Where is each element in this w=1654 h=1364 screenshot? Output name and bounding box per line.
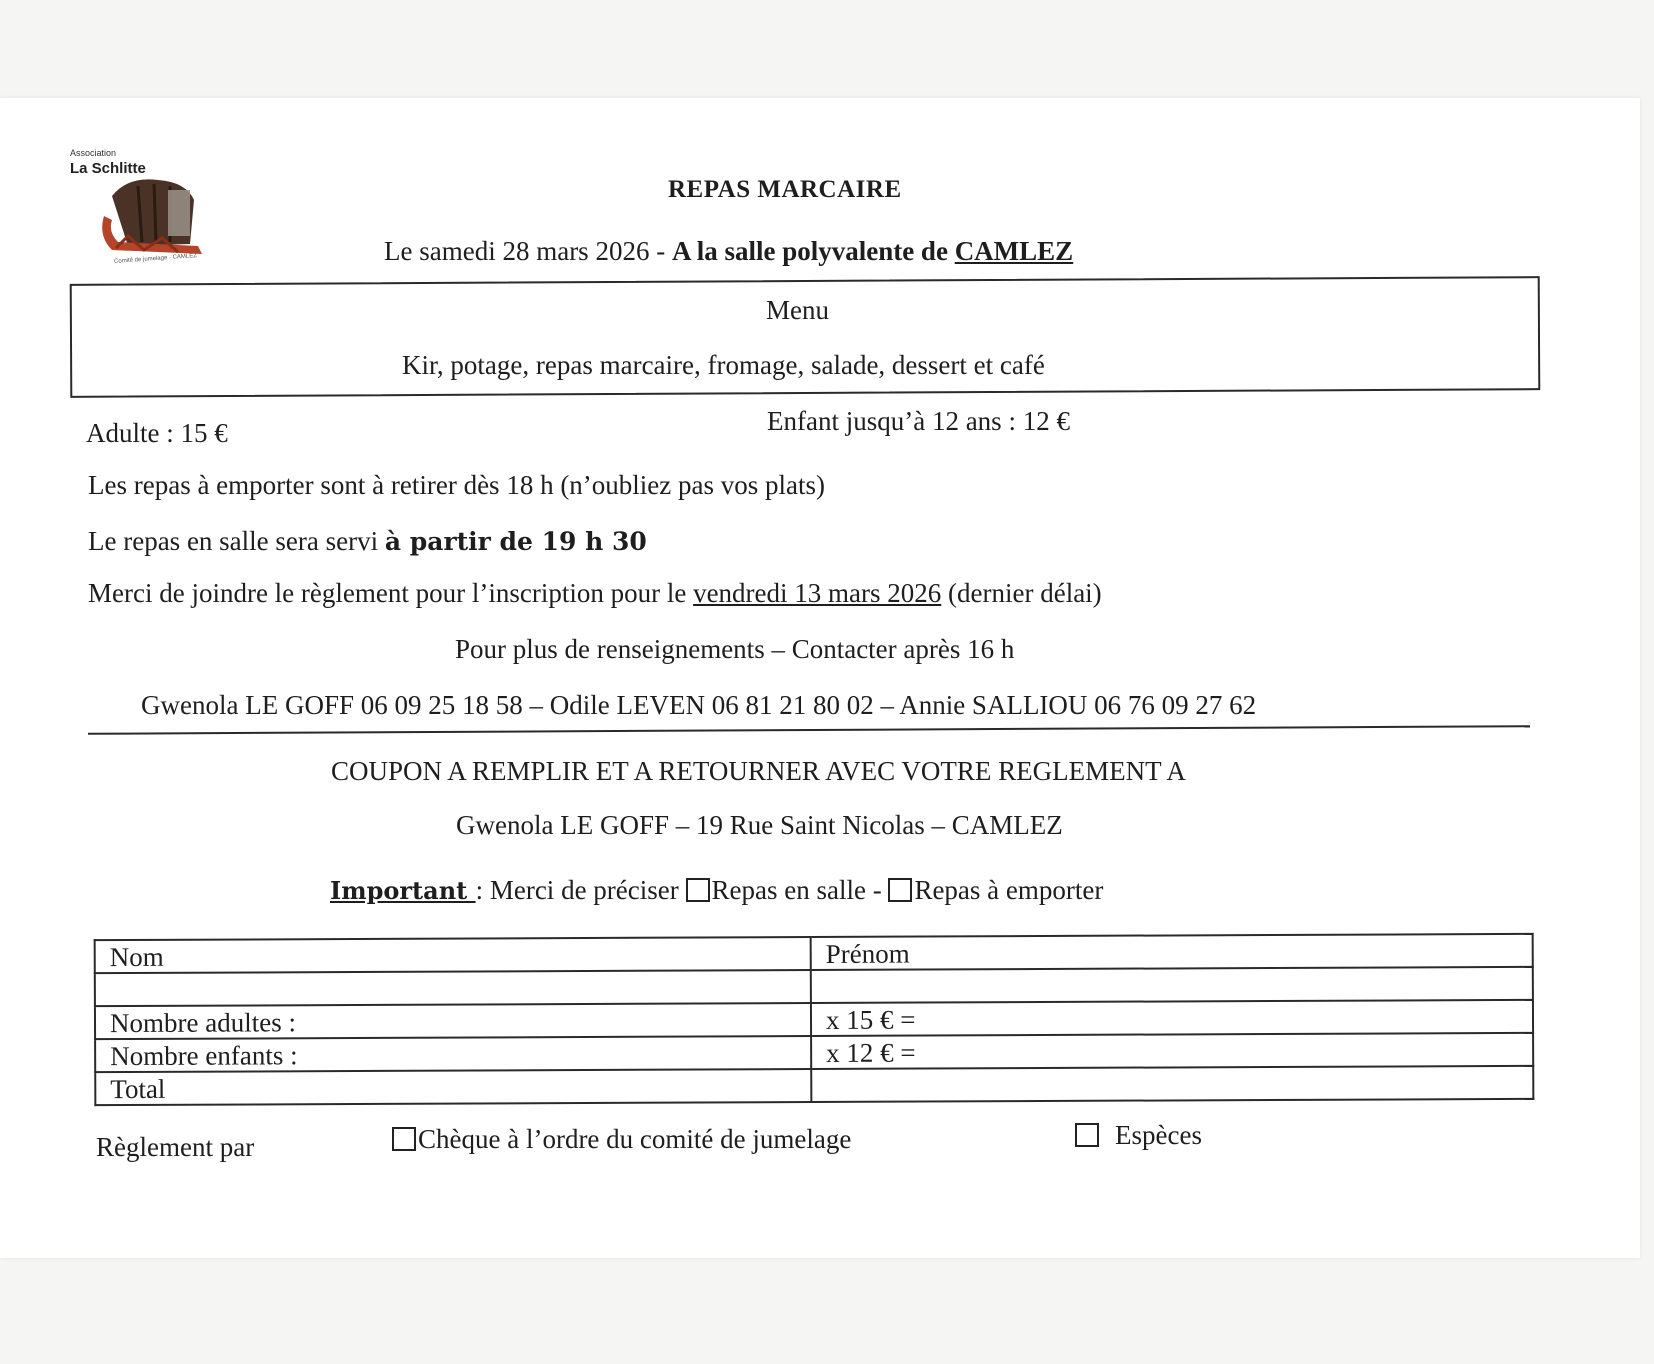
registration-table	[94, 933, 1535, 1106]
child-amount-field[interactable]: x 12 € =	[811, 1033, 1533, 1069]
logo-sub-text: Comité de jumelage · CAMLEZ	[113, 253, 198, 265]
important-text: : Merci de préciser	[475, 875, 686, 905]
event-date-place	[384, 236, 1073, 267]
payment-deadline-info	[88, 578, 1102, 609]
especes-label: Espèces	[1115, 1120, 1202, 1150]
total-field[interactable]	[811, 1066, 1533, 1102]
coupon-heading: COUPON A REMPLIR ET A RETOURNER AVEC VOTRE REGLEMENT A	[331, 756, 1186, 786]
logo-small-text: Association	[70, 148, 117, 158]
adult-amount-field[interactable]: x 15 € =	[811, 1000, 1533, 1036]
cheque-label: Chèque à l’ordre du comité de jumelage	[418, 1124, 852, 1154]
logo-name: La Schlitte	[70, 160, 146, 177]
event-place: A la salle polyvalente de	[671, 236, 955, 266]
nb-adultes-field[interactable]: Nombre adultes :	[95, 1003, 811, 1039]
child-price: Enfant jusqu’à 12 ans : 12 €	[767, 406, 1070, 436]
association-logo	[70, 148, 220, 274]
prenom-label: Prénom	[811, 934, 1533, 970]
menu-content: Kir, potage, repas marcaire, fromage, salade, dessert et café	[402, 350, 1045, 380]
nb-enfants-field[interactable]: Nombre enfants :	[95, 1036, 811, 1072]
menu-title: Menu	[766, 295, 829, 325]
adult-price: Adulte : 15 €	[86, 418, 228, 448]
contact-list: Gwenola LE GOFF 06 09 25 18 58 – Odile LEVEN 06 81 21 80 02 – Annie SALLIOU 06 76 09 27 62	[141, 690, 1257, 720]
important-label: Important	[330, 876, 476, 905]
repas-salle-checkbox[interactable]	[686, 878, 710, 902]
especes-checkbox[interactable]	[1075, 1123, 1099, 1147]
serving-time-info	[88, 526, 647, 557]
event-town: CAMLEZ	[954, 236, 1074, 266]
page-title: REPAS MARCAIRE	[668, 176, 902, 203]
prenom-field[interactable]	[811, 967, 1533, 1003]
serving-time: à partir de 19 h 30	[384, 527, 647, 556]
payment-deadline-date: vendredi 13 mars 2026	[693, 578, 942, 608]
nom-label: Nom	[95, 937, 811, 973]
takeaway-info: Les repas à emporter sont à retirer dès 18 h (n’oubliez pas vos plats)	[88, 470, 826, 500]
event-date: Le samedi 28 mars 2026 -	[384, 236, 672, 266]
contact-heading: Pour plus de renseignements – Contacter après 16 h	[455, 634, 1015, 664]
table-row	[95, 1066, 1533, 1105]
payment-suffix: (dernier délai)	[941, 578, 1102, 608]
total-label: Total	[95, 1069, 811, 1105]
cheque-option	[392, 1124, 851, 1155]
payment-method-label: Règlement par	[96, 1132, 255, 1162]
nom-field[interactable]	[95, 970, 811, 1006]
coupon-address: Gwenola LE GOFF – 19 Rue Saint Nicolas – CAMLEZ	[456, 810, 1063, 840]
cheque-checkbox[interactable]	[392, 1127, 416, 1151]
meal-option-row	[330, 875, 1103, 906]
logo-illustration-icon	[98, 176, 218, 260]
repas-emporter-label: Repas à emporter	[914, 875, 1104, 905]
especes-option	[1075, 1120, 1202, 1151]
repas-emporter-checkbox[interactable]	[888, 878, 912, 902]
serving-prefix: Le repas en salle sera servi	[88, 526, 385, 556]
repas-salle-label: Repas en salle -	[711, 875, 889, 905]
payment-prefix: Merci de joindre le règlement pour l’inscription pour le	[88, 578, 694, 608]
